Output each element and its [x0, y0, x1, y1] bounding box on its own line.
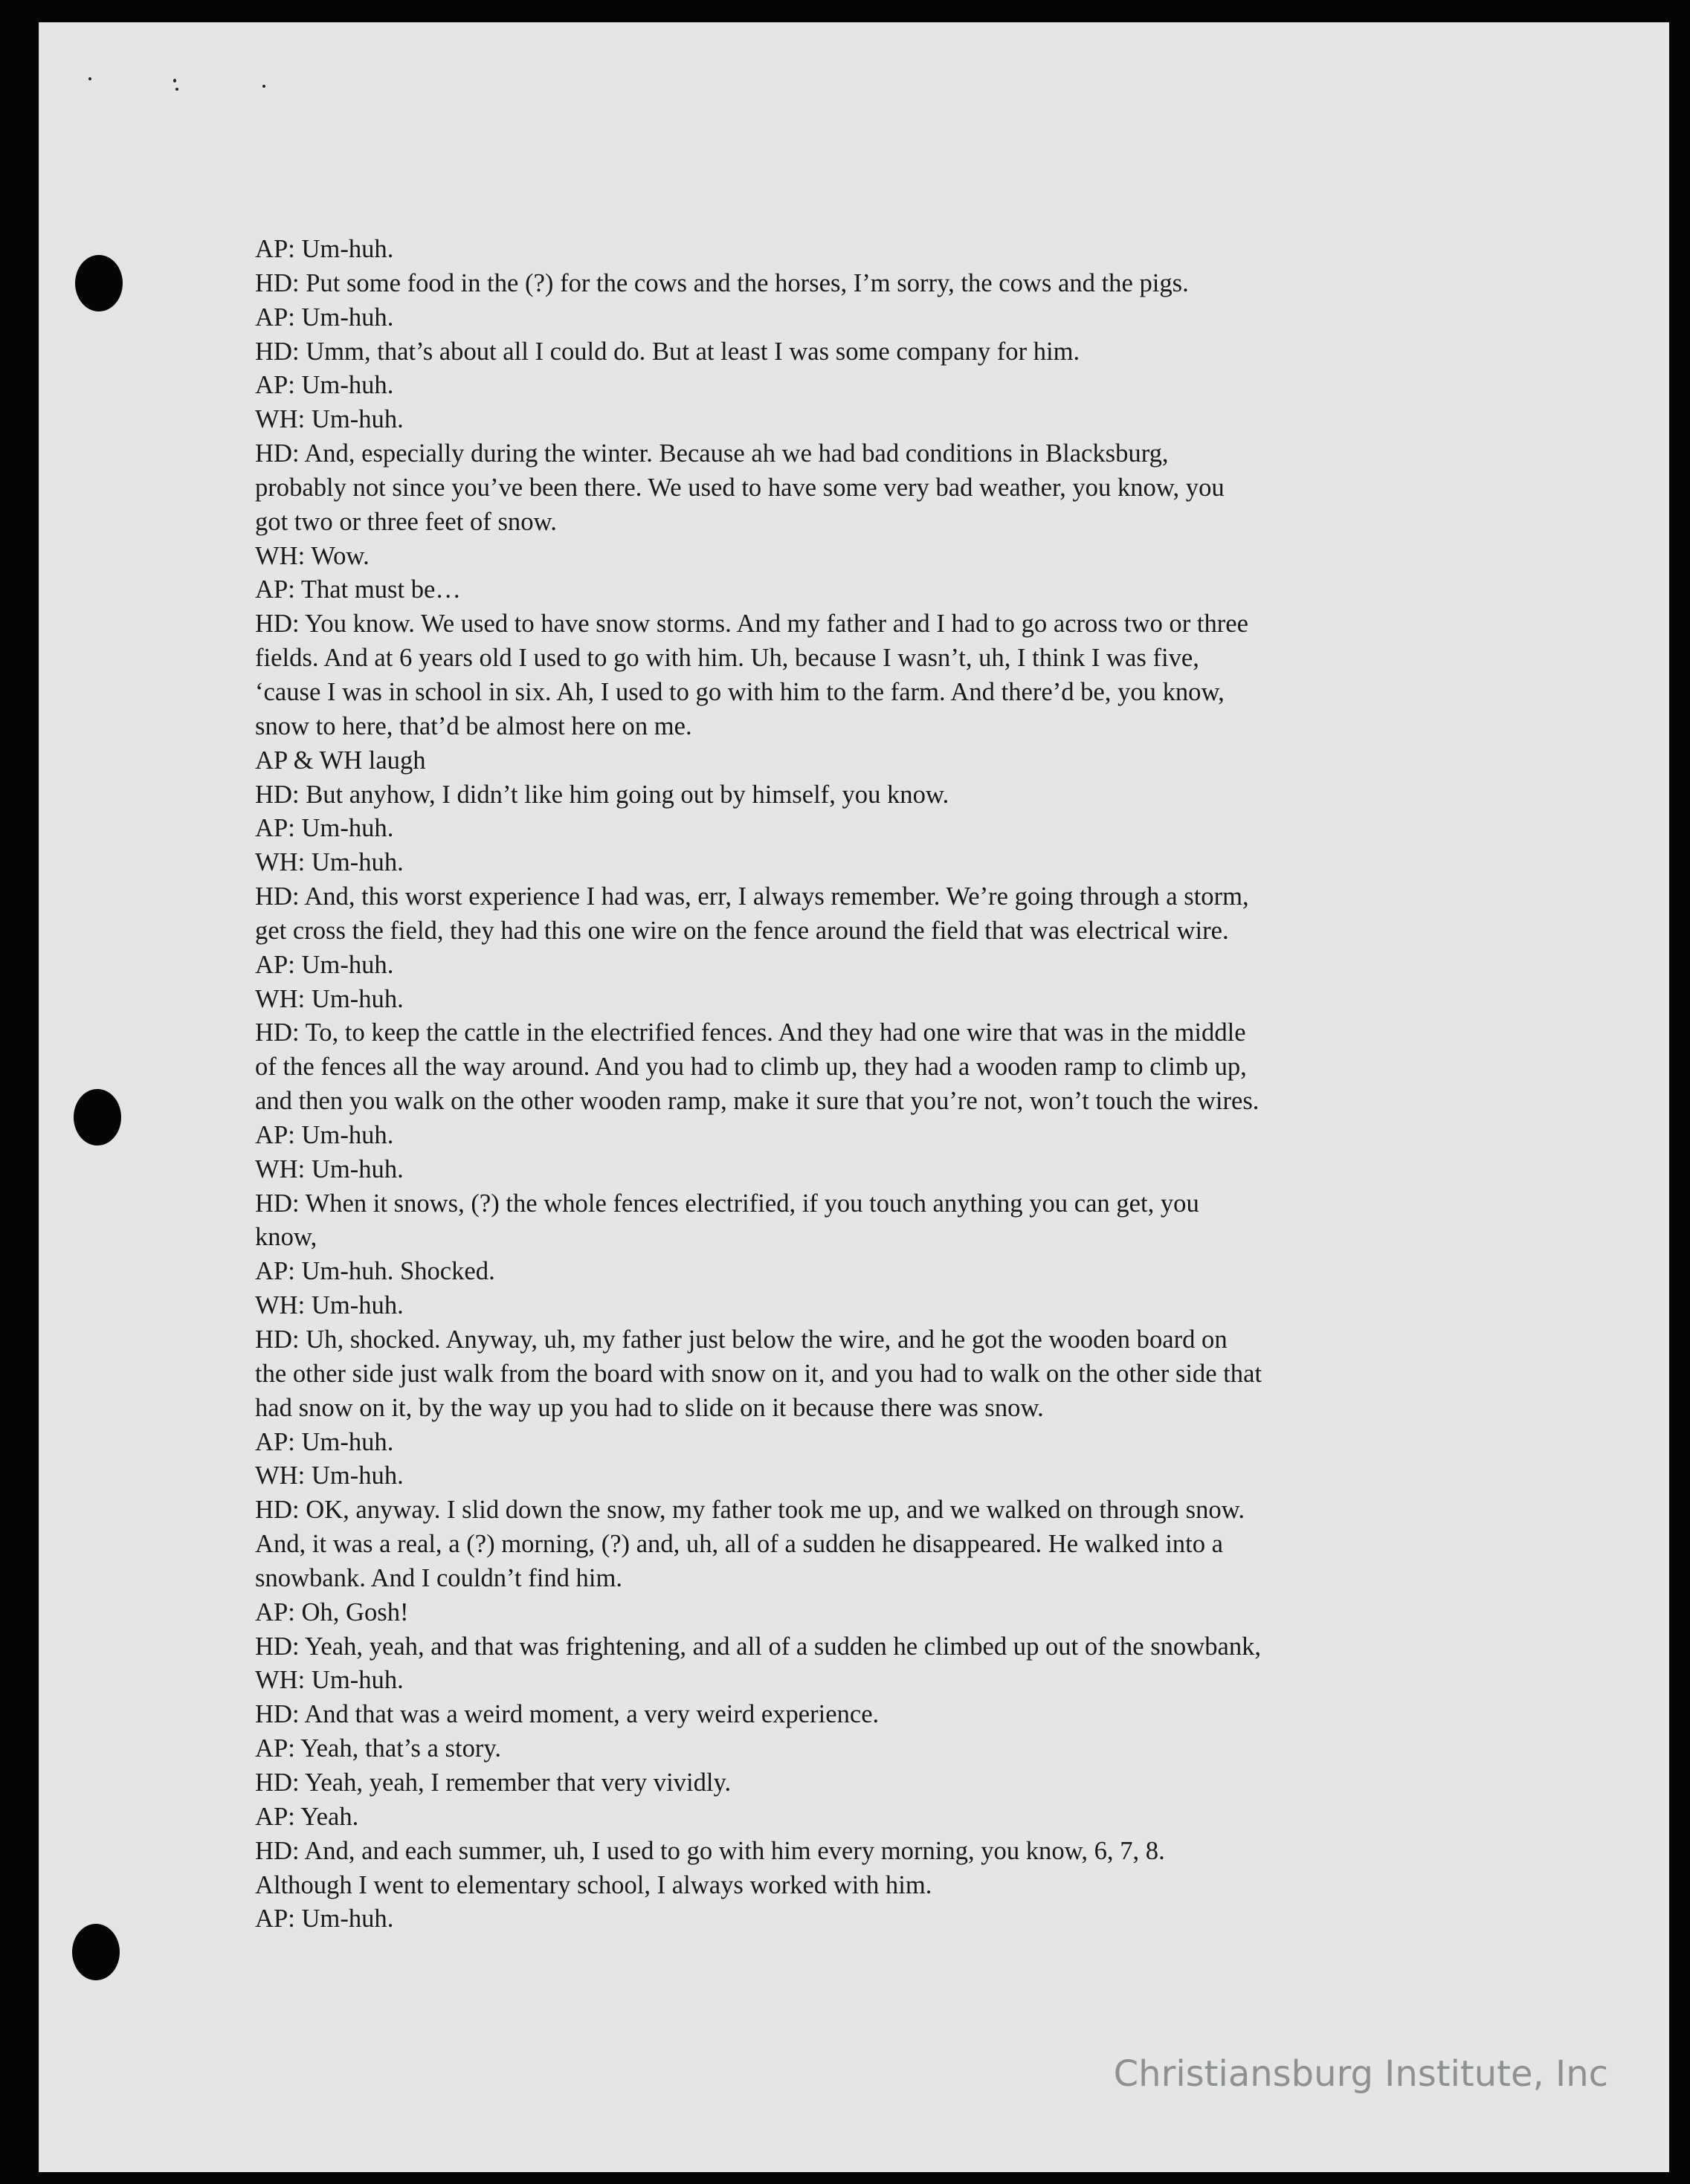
transcript-lines — [255, 233, 1474, 1936]
transcript-line: And, it was a real, a (?) morning, (?) and, uh, all of a sudden he disappeared. He walked into a — [255, 1530, 1223, 1559]
transcript-line: AP: Um-huh. — [255, 371, 394, 400]
transcript-line: got two or three feet of snow. — [255, 507, 557, 536]
transcript-line: HD: And, this worst experience I had was, err, I always remember. We’re going through a storm, — [255, 882, 1249, 911]
transcript-line: get cross the field, they had this one wire on the fence around the field that was electrical wire. — [255, 916, 1229, 945]
transcript-line: WH: Wow. — [255, 541, 370, 570]
transcript-line: AP: Oh, Gosh! — [255, 1597, 409, 1626]
transcript-line: AP: That must be… — [255, 575, 461, 604]
transcript-line: ‘cause I was in school in six. Ah, I used to go with him to the farm. And there’d be, you know, — [255, 677, 1225, 706]
transcript-line: WH: Um-huh. — [255, 1154, 404, 1183]
transcript-line: AP: Um-huh. — [255, 235, 394, 263]
transcript-line: AP: Yeah, that’s a story. — [255, 1734, 502, 1763]
transcript-line: AP: Um-huh. — [255, 1120, 394, 1149]
transcript-line: Although I went to elementary school, I always worked with him. — [255, 1870, 932, 1899]
transcript-line: WH: Um-huh. — [255, 1666, 404, 1695]
transcript-line: WH: Um-huh. — [255, 848, 404, 877]
transcript-line: HD: When it snows, (?) the whole fences electrified, if you touch anything you can get, you — [255, 1189, 1199, 1218]
paper-speck — [262, 85, 265, 88]
transcript-line: the other side just walk from the board with snow on it, and you had to walk on the other side that — [255, 1359, 1262, 1388]
paper-speck — [88, 77, 91, 80]
transcript-line: snowbank. And I couldn’t find him. — [255, 1563, 622, 1592]
binder-hole-bottom — [72, 1924, 120, 1980]
scanned-page — [39, 22, 1669, 2172]
transcript-line: HD: Umm, that’s about all I could do. But at least I was some company for him. — [255, 337, 1080, 366]
transcript-line: had snow on it, by the way up you had to slide on it because there was snow. — [255, 1393, 1044, 1422]
transcript-line: HD: You know. We used to have snow storms. And my father and I had to go across two or three — [255, 610, 1248, 639]
transcript-line: HD: And, especially during the winter. Because ah we had bad conditions in Blacksburg, — [255, 439, 1169, 468]
transcript-line: WH: Um-huh. — [255, 984, 404, 1013]
transcript-line: WH: Um-huh. — [255, 405, 404, 434]
transcript-line: WH: Um-huh. — [255, 1461, 404, 1490]
paper-speck — [175, 88, 178, 91]
transcript-line: AP: Um-huh. — [255, 1427, 394, 1456]
transcript-line: AP: Um-huh. — [255, 814, 394, 843]
transcript-line: probably not since you’ve been there. We used to have some very bad weather, you know, you — [255, 473, 1225, 502]
transcript-line: HD: OK, anyway. I slid down the snow, my father took me up, and we walked on through snow. — [255, 1496, 1245, 1525]
transcript-line: AP: Um-huh. — [255, 1904, 394, 1933]
transcript-line: HD: Put some food in the (?) for the cows and the horses, I’m sorry, the cows and the pigs. — [255, 268, 1189, 297]
binder-hole-middle — [74, 1089, 121, 1146]
transcript-line: of the fences all the way around. And you had to climb up, they had a wooden ramp to climb up, — [255, 1053, 1247, 1082]
transcript-line: HD: But anyhow, I didn’t like him going out by himself, you know. — [255, 780, 949, 809]
watermark: Christiansburg Institute, Inc — [1113, 2053, 1608, 2095]
binder-hole-top — [75, 255, 123, 311]
transcript-line: and then you walk on the other wooden ramp, make it sure that you’re not, won’t touch the wires. — [255, 1087, 1260, 1116]
transcript-line: snow to here, that’d be almost here on me. — [255, 711, 692, 740]
transcript-line: WH: Um-huh. — [255, 1291, 404, 1320]
transcript-line: HD: Uh, shocked. Anyway, uh, my father just below the wire, and he got the wooden board on — [255, 1325, 1228, 1354]
transcript-line: AP: Um-huh. — [255, 303, 394, 332]
transcript-line: know, — [255, 1223, 317, 1252]
transcript-line: HD: Yeah, yeah, I remember that very vividly. — [255, 1768, 732, 1797]
transcript-line: AP & WH laugh — [255, 746, 426, 775]
transcript-line: AP: Um-huh. — [255, 950, 394, 979]
transcript-line: fields. And at 6 years old I used to go with him. Uh, because I wasn’t, uh, I think I was five, — [255, 644, 1199, 673]
paper-speck — [173, 79, 176, 83]
transcript-line: AP: Yeah. — [255, 1802, 359, 1831]
transcript-line: HD: To, to keep the cattle in the electrified fences. And they had one wire that was in the middle — [255, 1018, 1246, 1047]
transcript-line: HD: And, and each summer, uh, I used to go with him every morning, you know, 6, 7, 8. — [255, 1836, 1165, 1865]
transcript-line: AP: Um-huh. Shocked. — [255, 1257, 495, 1286]
transcript-line: HD: And that was a weird moment, a very weird experience. — [255, 1700, 880, 1729]
transcript-line: HD: Yeah, yeah, and that was frightening, and all of a sudden he climbed up out of the snowbank, — [255, 1632, 1262, 1661]
